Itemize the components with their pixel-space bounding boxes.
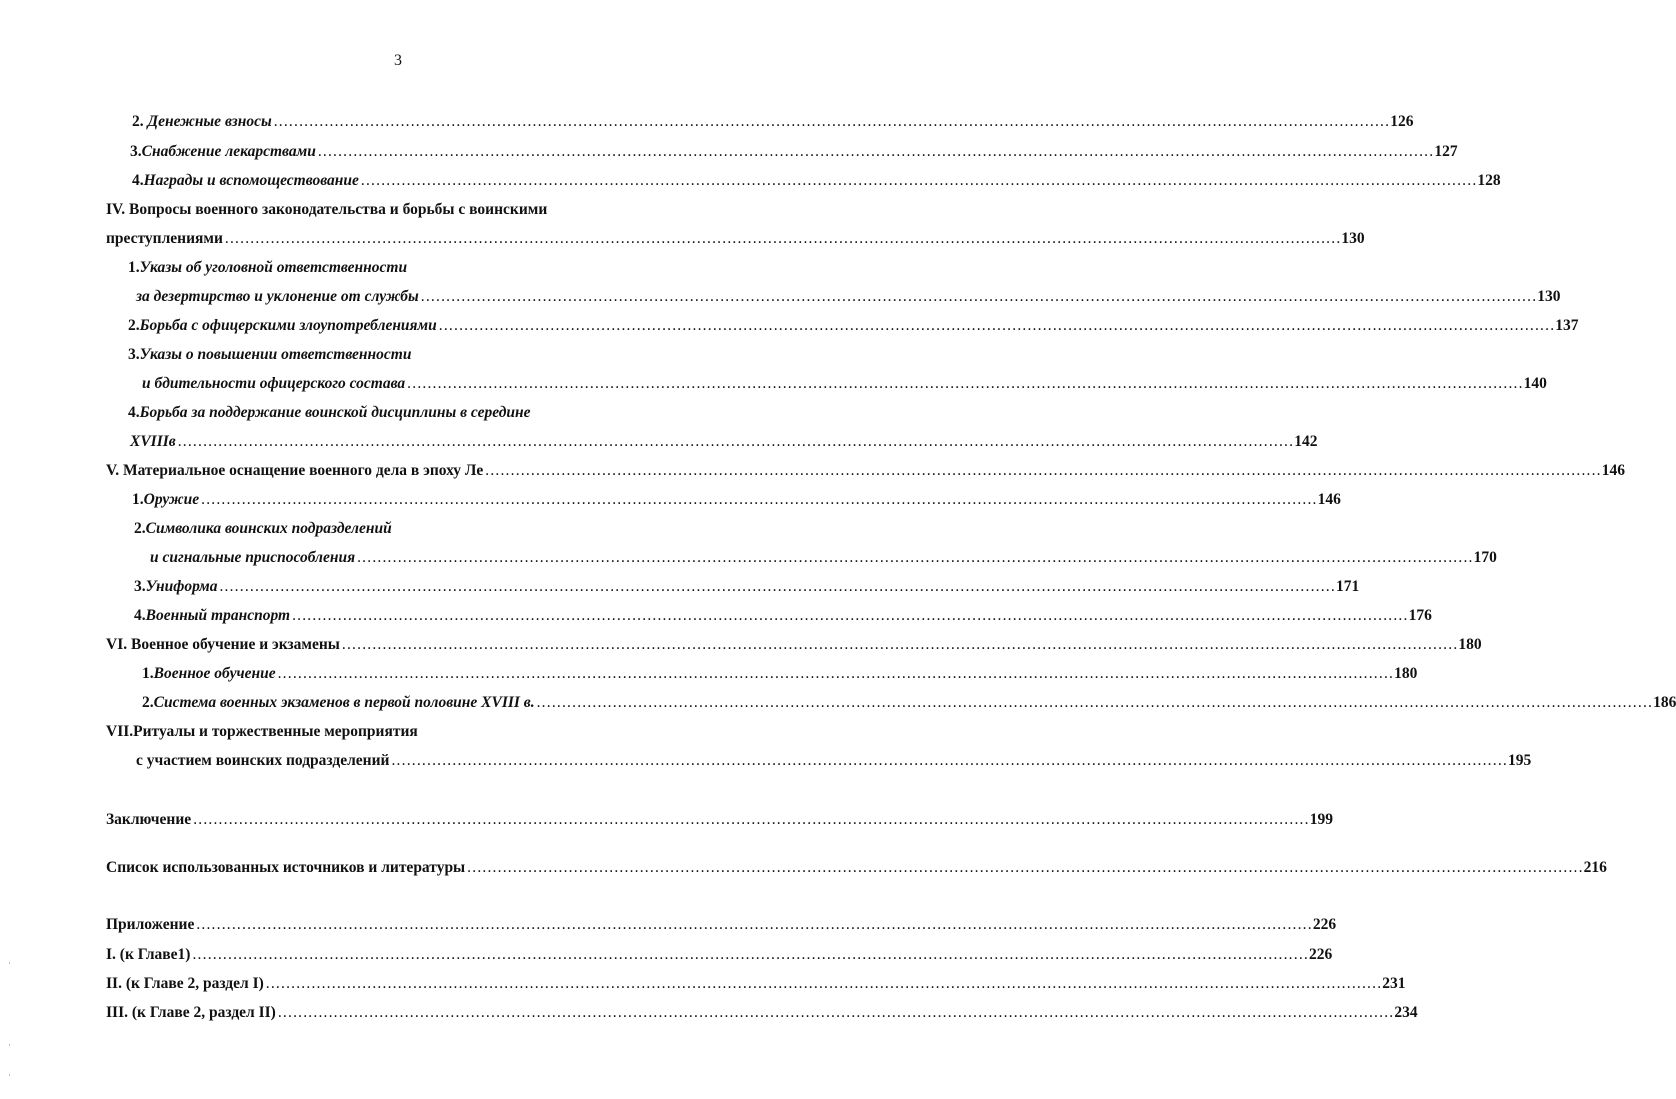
toc-entry bbox=[0, 258, 796, 278]
dot-leader: ............................................................................................................................................................................................................................ bbox=[277, 1004, 1395, 1021]
toc-entry-title bbox=[134, 577, 217, 597]
toc-leader-and-page bbox=[277, 1003, 1418, 1023]
toc-entry-text: с участием воинских подразделений bbox=[136, 752, 390, 769]
toc-entry-text: Награды и вспомоществование bbox=[143, 172, 359, 189]
toc-page-number: 231 bbox=[1382, 975, 1406, 992]
toc-entry bbox=[0, 142, 1458, 162]
toc-entry-text: Заключение bbox=[106, 811, 192, 828]
dot-leader: ............................................................................................................................................................................................................................ bbox=[201, 491, 1318, 508]
toc-leader-and-page bbox=[341, 635, 1482, 655]
margin-speck: · bbox=[8, 1070, 11, 1080]
dot-leader: ............................................................................................................................................................................................................................ bbox=[277, 665, 1395, 682]
toc-entry-title bbox=[132, 490, 199, 510]
toc-leader-and-page bbox=[273, 112, 1414, 132]
toc-page-number: 226 bbox=[1308, 946, 1333, 963]
toc-leader-and-page bbox=[201, 490, 1341, 510]
margin-speck: · bbox=[8, 1040, 11, 1050]
toc-leader-and-page bbox=[219, 577, 1360, 597]
dot-leader: ............................................................................................................................................................................................................................ bbox=[177, 433, 1295, 450]
toc-entry-title bbox=[106, 945, 190, 965]
toc-page-number: 180 bbox=[1394, 665, 1418, 682]
toc-entry-text: IV. Вопросы военного законодательства и борьбы с воинскими bbox=[106, 201, 548, 218]
toc-entry-number: 3. bbox=[134, 578, 146, 595]
toc-leader-and-page bbox=[192, 945, 1333, 965]
toc-entry-number: 3. bbox=[130, 143, 142, 160]
toc-page-number: 186 bbox=[1653, 694, 1676, 711]
toc-entry-text: Военное обучение bbox=[153, 665, 276, 682]
toc-page-number: 170 bbox=[1473, 549, 1497, 566]
toc-entry-text: Денежные взносы bbox=[147, 113, 272, 130]
toc-entry-title bbox=[150, 548, 355, 568]
dot-leader: ............................................................................................................................................................................................................................ bbox=[341, 636, 1459, 653]
toc-entry-title bbox=[106, 635, 340, 655]
toc-entry bbox=[0, 606, 1432, 626]
toc-leader-and-page bbox=[407, 374, 1547, 394]
toc-entry-title bbox=[128, 345, 411, 365]
toc-entry-text: и бдительности офицерского состава bbox=[142, 375, 406, 392]
toc-entry-title bbox=[132, 112, 272, 132]
toc-entry-text: V. Материальное оснащение военного дела в эпоху Ле bbox=[106, 462, 484, 479]
toc-leader-and-page bbox=[193, 810, 1333, 830]
toc-page-number: 140 bbox=[1523, 375, 1547, 392]
toc-entry-text: Оружие bbox=[143, 491, 200, 508]
toc-page-number: 199 bbox=[1309, 811, 1333, 828]
toc-entry-title bbox=[142, 664, 276, 684]
toc-entry bbox=[0, 664, 1418, 684]
toc-page-number: 234 bbox=[1394, 1004, 1418, 1021]
toc-entry-text: Военный транспорт bbox=[145, 607, 291, 624]
toc-entry-title bbox=[106, 1003, 276, 1023]
toc-entry bbox=[0, 403, 796, 423]
toc-entry bbox=[0, 751, 1532, 771]
dot-leader: ............................................................................................................................................................................................................................ bbox=[360, 172, 1478, 189]
toc-page-number: 142 bbox=[1294, 433, 1318, 450]
dot-leader: ............................................................................................................................................................................................................................ bbox=[196, 916, 1313, 933]
toc-entry-title bbox=[106, 722, 418, 742]
toc-entry-title bbox=[106, 229, 223, 249]
toc-entry-number: 4. bbox=[134, 607, 146, 624]
toc-entry bbox=[0, 693, 1676, 713]
toc-entry-text: Борьба с офицерскими злоупотреблениями bbox=[139, 317, 437, 334]
toc-page-number: 146 bbox=[1601, 462, 1625, 479]
dot-leader: ............................................................................................................................................................................................................................ bbox=[467, 859, 1584, 876]
toc-entry-number: 1. bbox=[132, 491, 144, 508]
toc-entry-title bbox=[142, 693, 535, 713]
toc-page-number: 180 bbox=[1458, 636, 1482, 653]
toc-entry bbox=[0, 490, 1341, 510]
toc-entry bbox=[0, 915, 1337, 935]
dot-leader: ............................................................................................................................................................................................................................ bbox=[420, 288, 1538, 305]
toc-entry-text: Приложение bbox=[106, 916, 195, 933]
toc-entry-text: III. (к Главе 2, раздел II) bbox=[106, 1004, 276, 1021]
toc-entry-number: 4. bbox=[132, 172, 144, 189]
toc-page-number: 195 bbox=[1507, 752, 1532, 769]
margin-speck: · bbox=[8, 958, 11, 968]
toc-page-number: 146 bbox=[1317, 491, 1341, 508]
toc-leader-and-page bbox=[265, 974, 1406, 994]
toc-page-number: 137 bbox=[1555, 317, 1579, 334]
dot-leader: ............................................................................................................................................................................................................................ bbox=[391, 752, 1508, 769]
toc-entry-text: Символика воинских подразделений bbox=[145, 520, 392, 537]
toc-page-number: 127 bbox=[1434, 143, 1458, 160]
toc-entry-text: I. (к Главе1) bbox=[106, 946, 191, 963]
toc-page-number: 171 bbox=[1335, 578, 1360, 595]
toc-entry-number: 2. bbox=[134, 520, 146, 537]
toc-entry-text: Снабжение лекарствами bbox=[141, 143, 316, 160]
toc-entry-text: Униформа bbox=[145, 578, 218, 595]
toc-entry-number: 1. bbox=[128, 259, 140, 276]
dot-leader: ............................................................................................................................................................................................................................ bbox=[193, 811, 1310, 828]
dot-leader: ............................................................................................................................................................................................................................ bbox=[292, 607, 1409, 624]
toc-entry-number: 3. bbox=[128, 346, 140, 363]
toc-entry-number: 1. bbox=[142, 665, 154, 682]
toc-entry-title bbox=[106, 858, 465, 878]
toc-leader-and-page bbox=[420, 287, 1561, 307]
toc-entry-text: преступлениями bbox=[106, 230, 223, 247]
toc-entry-text: Список использованных источников и литературы bbox=[106, 859, 466, 876]
toc-entry-number: 2. bbox=[128, 317, 140, 334]
dot-leader: ............................................................................................................................................................................................................................ bbox=[317, 143, 1435, 160]
toc-page-number: 226 bbox=[1312, 916, 1337, 933]
toc-leader-and-page bbox=[177, 432, 1318, 452]
toc-entry-title bbox=[106, 810, 191, 830]
toc-entry-title bbox=[128, 258, 407, 278]
toc-page-number: 216 bbox=[1583, 859, 1607, 876]
toc-page-number: 126 bbox=[1390, 113, 1414, 130]
toc-entry bbox=[0, 200, 796, 220]
toc-leader-and-page bbox=[467, 858, 1607, 878]
toc-entry-title bbox=[142, 374, 405, 394]
toc-leader-and-page bbox=[317, 142, 1458, 162]
toc-entry-text: VII.Ритуалы и торжественные мероприятия bbox=[106, 723, 418, 740]
toc-leader-and-page bbox=[485, 461, 1625, 481]
toc-entry bbox=[0, 635, 1482, 655]
toc-entry-title bbox=[132, 171, 359, 191]
toc-entry-title bbox=[128, 316, 437, 336]
toc-entry-title bbox=[130, 142, 316, 162]
toc-entry-title bbox=[128, 403, 531, 423]
toc-entry-title bbox=[136, 287, 419, 307]
toc-entry bbox=[0, 316, 1579, 336]
toc-entry-text: XVIIIв bbox=[130, 433, 176, 450]
toc-leader-and-page bbox=[536, 693, 1676, 713]
toc-entry-text: за дезертирство и уклонение от службы bbox=[136, 288, 419, 305]
toc-leader-and-page bbox=[277, 664, 1418, 684]
toc-entry bbox=[0, 171, 1501, 191]
toc-entry bbox=[0, 974, 1406, 994]
toc-entry-number: 4. bbox=[128, 404, 140, 421]
toc-entry-title bbox=[134, 606, 290, 626]
toc-entry bbox=[0, 945, 1333, 965]
toc-leader-and-page bbox=[438, 316, 1579, 336]
toc-entry-number: 2. bbox=[132, 113, 148, 130]
dot-leader: ............................................................................................................................................................................................................................ bbox=[192, 946, 1309, 963]
dot-leader: ............................................................................................................................................................................................................................ bbox=[224, 230, 1342, 247]
toc-entry bbox=[0, 548, 1497, 568]
toc-entry-title bbox=[136, 751, 389, 771]
toc-entry bbox=[0, 374, 1547, 394]
toc-leader-and-page bbox=[391, 751, 1532, 771]
dot-leader: ............................................................................................................................................................................................................................ bbox=[536, 694, 1654, 711]
toc-page-number: 128 bbox=[1477, 172, 1501, 189]
dot-leader: ............................................................................................................................................................................................................................ bbox=[357, 549, 1474, 566]
toc-entry bbox=[0, 519, 796, 539]
toc-page-number: 130 bbox=[1341, 230, 1365, 247]
toc-entry bbox=[0, 810, 1333, 830]
dot-leader: ............................................................................................................................................................................................................................ bbox=[438, 317, 1556, 334]
toc-leader-and-page bbox=[224, 229, 1365, 249]
toc-page-number: 130 bbox=[1537, 288, 1561, 305]
dot-leader: ............................................................................................................................................................................................................................ bbox=[485, 462, 1602, 479]
toc-entry-text: Указы о повышении ответственности bbox=[139, 346, 412, 363]
toc-entry-title bbox=[134, 519, 392, 539]
toc-entry-title bbox=[106, 974, 264, 994]
toc-entry-number: 2. bbox=[142, 694, 154, 711]
dot-leader: ............................................................................................................................................................................................................................ bbox=[219, 578, 1336, 595]
toc-entry bbox=[0, 287, 1561, 307]
toc-entry bbox=[0, 229, 1365, 249]
dot-leader: ............................................................................................................................................................................................................................ bbox=[273, 113, 1391, 130]
toc-leader-and-page bbox=[360, 171, 1501, 191]
toc-entry bbox=[0, 112, 1414, 132]
dot-leader: ............................................................................................................................................................................................................................ bbox=[407, 375, 1524, 392]
toc-entry bbox=[0, 1003, 1418, 1023]
toc-entry-text: Указы об уголовной ответственности bbox=[139, 259, 408, 276]
toc-page-number: 176 bbox=[1408, 607, 1432, 624]
toc-leader-and-page bbox=[357, 548, 1497, 568]
toc-entry bbox=[0, 461, 1625, 481]
toc-entry-title bbox=[130, 432, 176, 452]
toc-entry-text: Борьба за поддержание воинской дисциплины в середине bbox=[139, 404, 531, 421]
toc-entry bbox=[0, 432, 1318, 452]
toc-entry bbox=[0, 858, 1607, 878]
toc-entry-title bbox=[106, 915, 194, 935]
dot-leader: ............................................................................................................................................................................................................................ bbox=[265, 975, 1383, 992]
toc-entry bbox=[0, 722, 796, 742]
toc-leader-and-page bbox=[196, 915, 1337, 935]
toc-entry-text: II. (к Главе 2, раздел I) bbox=[106, 975, 264, 992]
toc-entry-title bbox=[106, 461, 483, 481]
toc-entry bbox=[0, 577, 1360, 597]
toc-entry bbox=[0, 345, 796, 365]
toc-leader-and-page bbox=[292, 606, 1432, 626]
toc-entry-text: и сигнальные приспособления bbox=[150, 549, 356, 566]
toc-entry-title bbox=[106, 200, 547, 220]
toc-entry-text: VI. Военное обучение и экзамены bbox=[106, 636, 340, 653]
toc-entry-text: Система военных экзаменов в первой половине XVIII в. bbox=[153, 694, 535, 711]
page-number: 3 bbox=[394, 52, 402, 69]
